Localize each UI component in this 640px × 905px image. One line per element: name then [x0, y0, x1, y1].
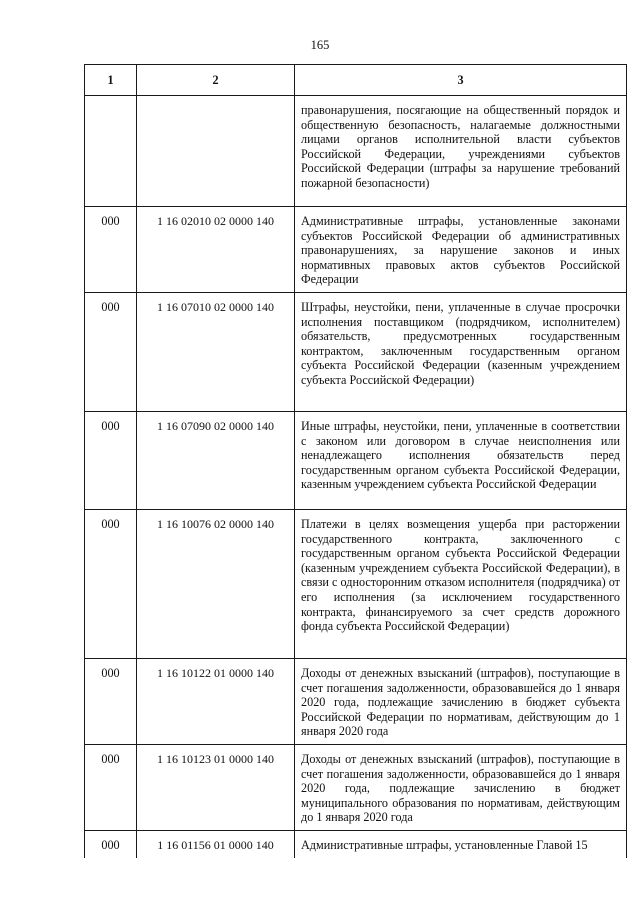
description-cell: Доходы от денежных взысканий (штрафов), поступающие в счет погашения задолженности, образовавшейся до 1 января 2020 года, подлежащие зачислению в бюджет муниципального образования по нормативам, действующим до 1 января 2020 года	[295, 744, 627, 830]
revenue-code-cell: 1 16 10076 02 0000 140	[137, 509, 295, 658]
description-cell: Иные штрафы, неустойки, пени, уплаченные в соответствии с законом или договором в случае неисполнения или ненадлежащего исполнения обязательств перед государственным органом субъекта Российской Федерации, казенным учреждением субъекта Российской Федерации	[295, 411, 627, 509]
admin-code-cell: 000	[85, 207, 137, 293]
description-cell: Административные штрафы, установленные законами субъектов Российской Федерации об административных правонарушениях, за нарушение законов и иных нормативных правовых актов субъектов Российской Федерации	[295, 207, 627, 293]
revenue-code-cell: 1 16 07010 02 0000 140	[137, 292, 295, 411]
table-row	[85, 207, 627, 293]
admin-code-cell: 000	[85, 411, 137, 509]
admin-code-cell: 000	[85, 509, 137, 658]
description-cell: Платежи в целях возмещения ущерба при расторжении государственного контракта, заключенного с государственным органом субъекта Российской Федерации (казенным учреждением субъекта Российской Федерации), в связи с односторонним отказом исполнителя (подрядчика) от его исполнения (за исключением государственного контракта, финансируемого за счет средств дорожного фонда субъекта Российской Федерации)	[295, 509, 627, 658]
column-header-1: 1	[85, 65, 137, 96]
revenue-code-cell: 1 16 02010 02 0000 140	[137, 207, 295, 293]
revenue-code-cell	[137, 96, 295, 207]
admin-code-cell: 000	[85, 658, 137, 744]
table-row	[85, 658, 627, 744]
table-row	[85, 744, 627, 830]
column-header-3: 3	[295, 65, 627, 96]
table-row	[85, 96, 627, 207]
revenue-code-cell: 1 16 01156 01 0000 140	[137, 830, 295, 873]
admin-code-cell: 000	[85, 292, 137, 411]
table-row	[85, 411, 627, 509]
page-number: 165	[310, 38, 330, 52]
admin-code-cell: 000	[85, 744, 137, 830]
table-row	[85, 509, 627, 658]
description-cell: правонарушения, посягающие на общественный порядок и общественную безопасность, налагаемые должностными лицами органов исполнительной власти субъектов Российской Федерации, учреждениями субъектов Российской Федерации (штрафы за нарушение требований пожарной безопасности)	[295, 96, 627, 207]
table-row	[85, 292, 627, 411]
page-bottom-margin	[0, 858, 640, 905]
column-header-2: 2	[137, 65, 295, 96]
revenue-code-cell: 1 16 10123 01 0000 140	[137, 744, 295, 830]
description-cell: Доходы от денежных взысканий (штрафов), поступающие в счет погашения задолженности, образовавшейся до 1 января 2020 года, подлежащие зачислению в бюджет субъекта Российской Федерации по нормативам, действующим до 1 января 2020 года	[295, 658, 627, 744]
description-cell: Штрафы, неустойки, пени, уплаченные в случае просрочки исполнения поставщиком (подрядчиком, исполнителем) обязательств, предусмотренных государственным контрактом, заключенным государственным органом субъекта Российской Федерации (казенным учреждением субъекта Российской Федерации)	[295, 292, 627, 411]
revenue-code-cell: 1 16 07090 02 0000 140	[137, 411, 295, 509]
revenue-code-cell: 1 16 10122 01 0000 140	[137, 658, 295, 744]
description-cell: Административные штрафы, установленные Главой 15	[295, 830, 627, 873]
admin-code-cell: 000	[85, 830, 137, 873]
revenue-codes-table	[84, 64, 627, 874]
admin-code-cell	[85, 96, 137, 207]
table-header-row	[85, 65, 627, 96]
